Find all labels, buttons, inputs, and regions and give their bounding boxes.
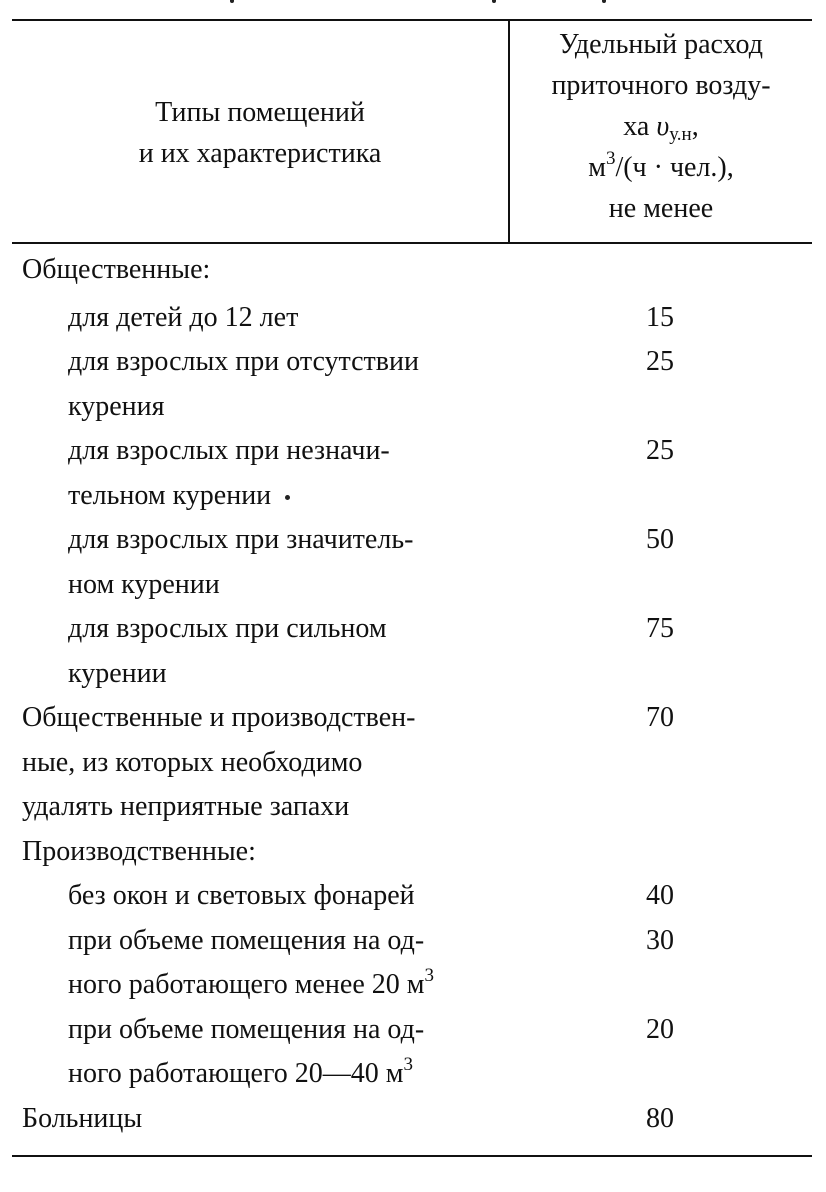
room-type-line: ного работающего 20—40 м bbox=[68, 1058, 404, 1089]
cropped-glyph bbox=[230, 0, 234, 3]
room-type-cell bbox=[12, 340, 508, 429]
room-type-text bbox=[68, 296, 508, 341]
room-type-cell bbox=[12, 607, 508, 696]
airflow-rate-cell: 15 bbox=[646, 301, 674, 333]
room-type-text bbox=[68, 874, 508, 919]
header-separator-rule bbox=[12, 242, 812, 244]
room-type-text bbox=[68, 340, 508, 385]
table-bottom-rule bbox=[12, 1155, 812, 1157]
header-rate-line-2: приточного возду- bbox=[551, 70, 771, 101]
room-type-cell bbox=[12, 874, 508, 919]
header-rate-column bbox=[510, 24, 812, 229]
room-type-line: Производственные: bbox=[22, 835, 256, 867]
room-type-line: Общественные и производствен- bbox=[22, 702, 416, 733]
document-page bbox=[12, 0, 812, 1192]
table-row bbox=[12, 830, 812, 875]
room-type-cell bbox=[12, 429, 508, 518]
room-type-text bbox=[68, 474, 508, 519]
room-type-text bbox=[22, 1097, 508, 1142]
room-type-line: Общественные: bbox=[22, 254, 211, 285]
table-row bbox=[12, 296, 812, 341]
room-type-text bbox=[22, 741, 508, 786]
room-type-cell bbox=[12, 1097, 508, 1142]
room-type-line: без окон и световых фонарей bbox=[68, 880, 415, 911]
room-type-cell bbox=[12, 919, 508, 1008]
room-type-line: для взрослых при значитель- bbox=[68, 524, 414, 555]
cropped-text-fragment bbox=[12, 0, 812, 8]
table-row bbox=[12, 1097, 812, 1142]
room-type-line: ном курении bbox=[68, 568, 220, 600]
room-type-cell bbox=[12, 296, 508, 341]
room-type-text bbox=[68, 1008, 508, 1053]
room-type-line: тельном курении bbox=[68, 479, 272, 511]
airflow-rate-cell: 25 bbox=[646, 435, 674, 466]
table-row bbox=[12, 248, 812, 293]
room-type-text bbox=[22, 248, 508, 293]
table-row bbox=[12, 874, 812, 919]
print-speck bbox=[285, 495, 290, 500]
room-type-cell bbox=[12, 248, 508, 293]
unit-rest: /(ч · чел.), bbox=[615, 152, 734, 183]
airflow-rate-cell: 30 bbox=[646, 924, 674, 956]
airflow-rate-cell: 80 bbox=[646, 1102, 674, 1134]
cropped-glyph bbox=[492, 0, 496, 3]
room-type-text bbox=[68, 652, 508, 697]
table-row bbox=[12, 429, 812, 518]
table-body bbox=[12, 248, 812, 1141]
airflow-rate-cell: 20 bbox=[646, 1013, 674, 1045]
table-row bbox=[12, 696, 812, 830]
table-row bbox=[12, 340, 812, 429]
airflow-rate-cell: 40 bbox=[646, 880, 674, 911]
header-type-column bbox=[12, 20, 508, 242]
room-type-line: удалять неприятные запахи bbox=[22, 791, 350, 822]
room-type-text bbox=[68, 518, 508, 563]
room-type-text bbox=[22, 785, 508, 830]
room-type-line: при объеме помещения на од- bbox=[68, 1013, 425, 1045]
room-type-line: при объеме помещения на од- bbox=[68, 924, 425, 956]
room-type-text bbox=[68, 385, 508, 430]
airflow-rate-cell: 50 bbox=[646, 524, 674, 555]
volume-unit-superscript: 3 bbox=[424, 965, 434, 986]
room-type-text bbox=[68, 607, 508, 652]
room-type-line: ного работающего менее 20 м bbox=[68, 969, 425, 1000]
header-rate-comma: , bbox=[691, 111, 699, 142]
room-type-line: для взрослых при незначи- bbox=[68, 435, 390, 466]
header-rate-line-1: Удельный расход bbox=[559, 29, 763, 60]
room-type-line: Больницы bbox=[22, 1102, 143, 1134]
table-row bbox=[12, 518, 812, 607]
room-type-line: для взрослых при отсутствии bbox=[68, 346, 419, 377]
room-type-text bbox=[68, 429, 508, 474]
room-type-cell bbox=[12, 1008, 508, 1097]
room-type-line: курении bbox=[68, 657, 167, 689]
unit-base: м bbox=[588, 152, 606, 183]
unit-superscript: 3 bbox=[605, 148, 616, 169]
airflow-rate-cell: 25 bbox=[646, 346, 674, 377]
room-type-cell bbox=[12, 696, 508, 830]
header-rate-line-4 bbox=[510, 147, 812, 188]
room-type-line: курения bbox=[68, 390, 165, 422]
header-type-line-1: Типы помещений bbox=[155, 97, 365, 128]
header-rate-line-3 bbox=[510, 106, 812, 147]
cropped-glyph bbox=[602, 0, 606, 3]
table-row bbox=[12, 607, 812, 696]
airflow-rate-cell: 70 bbox=[646, 702, 674, 733]
table-row bbox=[12, 1008, 812, 1097]
table-row bbox=[12, 919, 812, 1008]
room-type-text bbox=[22, 696, 508, 741]
header-rate-prefix: ха bbox=[623, 111, 657, 142]
room-type-text bbox=[68, 563, 508, 608]
room-type-cell bbox=[12, 830, 508, 875]
airflow-subscript: у.н bbox=[669, 124, 692, 145]
airflow-rate-cell: 75 bbox=[646, 613, 674, 644]
airflow-symbol: υ bbox=[656, 111, 670, 142]
volume-unit-superscript: 3 bbox=[403, 1054, 413, 1075]
room-type-line: ные, из которых необходимо bbox=[22, 746, 363, 778]
room-type-text bbox=[22, 830, 508, 875]
room-type-line: для детей до 12 лет bbox=[68, 301, 299, 333]
header-type-line-2: и их характеристика bbox=[138, 138, 382, 169]
room-type-text bbox=[68, 919, 508, 964]
room-type-line: для взрослых при сильном bbox=[68, 613, 387, 644]
room-type-cell bbox=[12, 518, 508, 607]
room-type-text bbox=[68, 1052, 508, 1097]
header-rate-line-5: не менее bbox=[608, 193, 714, 224]
room-type-text bbox=[68, 963, 508, 1008]
